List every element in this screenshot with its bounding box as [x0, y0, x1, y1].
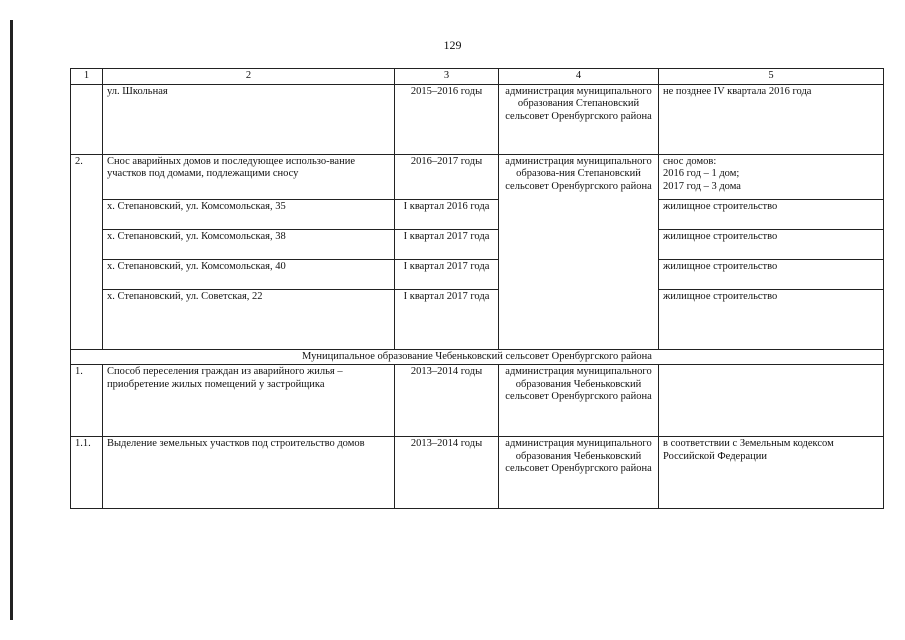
row-result	[659, 365, 884, 437]
row-name: х. Степановский, ул. Комсомольская, 38	[103, 229, 395, 259]
row-number: 1.	[71, 365, 103, 437]
program-table	[70, 68, 884, 509]
section-row	[71, 349, 884, 365]
result-line: снос домов:	[663, 155, 717, 167]
header-cell: 5	[659, 69, 884, 85]
section-heading: Муниципальное образование Чебеньковский сельсовет Оренбургского района	[71, 349, 884, 365]
row-number	[71, 84, 103, 154]
row-name: ул. Школьная	[103, 84, 395, 154]
row-name: х. Степановский, ул. Советская, 22	[103, 289, 395, 349]
row-period: I квартал 2017 года	[395, 229, 499, 259]
row-result: не позднее IV квартала 2016 года	[659, 84, 884, 154]
table-row	[71, 437, 884, 509]
row-name: х. Степановский, ул. Комсомольская, 35	[103, 199, 395, 229]
row-result	[659, 154, 884, 199]
row-number: 2.	[71, 154, 103, 349]
header-cell: 3	[395, 69, 499, 85]
page-number: 129	[443, 38, 462, 52]
row-result: жилищное строительство	[659, 289, 884, 349]
row-name: Выделение земельных участков под строительство домов	[103, 437, 395, 509]
table-row	[71, 229, 884, 259]
row-period: I квартал 2017 года	[395, 259, 499, 289]
row-result: жилищное строительство	[659, 229, 884, 259]
table-row	[71, 84, 884, 154]
header-cell: 1	[71, 69, 103, 85]
row-organization: администрация муниципального образования Чебеньковский сельсовет Оренбургского района	[499, 365, 659, 437]
row-name: Способ переселения граждан из аварийного жилья – приобретение жилых помещений у застройщика	[103, 365, 395, 437]
row-period: 2013–2014 годы	[395, 437, 499, 509]
table-header-row	[71, 69, 884, 85]
result-line: 2017 год – 3 дома	[663, 180, 741, 192]
row-period: 2013–2014 годы	[395, 365, 499, 437]
header-cell: 4	[499, 69, 659, 85]
result-line: 2016 год – 1 дом;	[663, 168, 740, 179]
row-result: в соответствии с Земельным кодексом Российской Федерации	[659, 437, 884, 509]
row-period: I квартал 2017 года	[395, 289, 499, 349]
row-organization: администрация муниципального образова-ния Степановский сельсовет Оренбургского района	[499, 154, 659, 349]
table-row	[71, 259, 884, 289]
scan-edge-line	[10, 20, 13, 620]
row-name: Снос аварийных домов и последующее использо-вание участков под домами, подлежащими сносу	[103, 154, 395, 199]
row-period: I квартал 2016 года	[395, 199, 499, 229]
table-row	[71, 365, 884, 437]
row-result: жилищное строительство	[659, 259, 884, 289]
row-result: жилищное строительство	[659, 199, 884, 229]
table-row	[71, 289, 884, 349]
row-organization: администрация муниципального образования Степановский сельсовет Оренбургского района	[499, 84, 659, 154]
row-organization: администрация муниципального образования Чебеньковский сельсовет Оренбургского района	[499, 437, 659, 509]
row-name: х. Степановский, ул. Комсомольская, 40	[103, 259, 395, 289]
header-cell: 2	[103, 69, 395, 85]
row-number: 1.1.	[71, 437, 103, 509]
row-period: 2016–2017 годы	[395, 154, 499, 199]
row-period: 2015–2016 годы	[395, 84, 499, 154]
table-row	[71, 154, 884, 199]
table-row	[71, 199, 884, 229]
